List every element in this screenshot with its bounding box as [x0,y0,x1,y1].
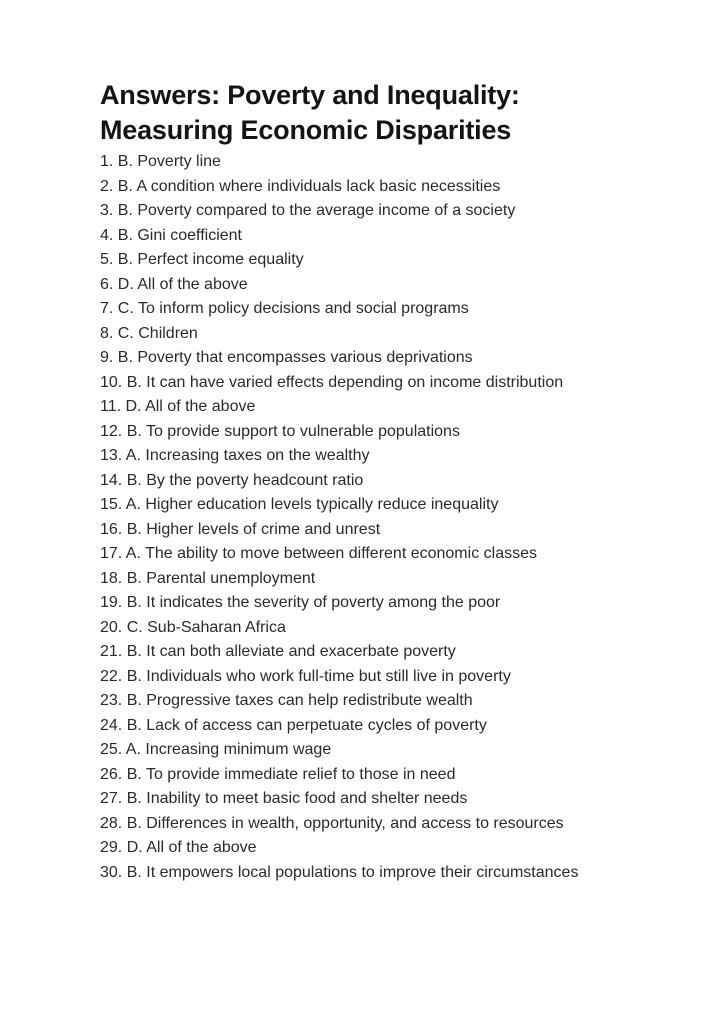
answer-item-13: 13. A. Increasing taxes on the wealthy [100,447,370,464]
answer-item-5: 5. B. Perfect income equality [100,251,304,268]
answer-item-16: 16. B. Higher levels of crime and unrest [100,520,381,538]
answer-item-3: 3. B. Poverty compared to the average income of a society [100,202,516,219]
document-content [100,78,660,885]
answer-item-9: 9. B. Poverty that encompasses various deprivations [100,349,473,366]
answer-item-19: 19. B. It indicates the severity of poverty among the poor [100,594,501,611]
answer-item-29: 29. D. All of the above [100,839,257,856]
answer-list [100,150,660,885]
answer-item-28: 28. B. Differences in wealth, opportunity, and access to resources [100,814,564,832]
answer-item-20: 20. C. Sub-Saharan Africa [100,618,286,636]
answer-item-25: 25. A. Increasing minimum wage [100,741,332,758]
answer-item-22: 22. B. Individuals who work full-time but still live in poverty [100,667,511,685]
page-title-line-2: Measuring Economic Disparities [100,115,512,145]
answer-item-7: 7. C. To inform policy decisions and social programs [100,300,469,317]
answer-item-15: 15. A. Higher education levels typically reduce inequality [100,496,499,513]
answer-item-26: 26. B. To provide immediate relief to those in need [100,765,456,783]
answer-item-11: 11. D. All of the above [100,398,256,415]
answer-item-4: 4. B. Gini coefficient [100,226,242,244]
answer-item-27: 27. B. Inability to meet basic food and shelter needs [100,790,468,807]
answer-item-10: 10. B. It can have varied effects depending on income distribution [100,373,564,391]
answer-item-8: 8. C. Children [100,324,198,342]
answer-item-23: 23. B. Progressive taxes can help redistribute wealth [100,692,473,709]
answer-item-14: 14. B. By the poverty headcount ratio [100,471,364,489]
answer-item-21: 21. B. It can both alleviate and exacerbate poverty [100,643,456,660]
answer-item-24: 24. B. Lack of access can perpetuate cycles of poverty [100,716,487,734]
answer-item-18: 18. B. Parental unemployment [100,569,316,587]
answer-item-30: 30. B. It empowers local populations to improve their circumstances [100,863,579,881]
answer-item-1: 1. B. Poverty line [100,153,221,170]
answer-item-6: 6. D. All of the above [100,275,248,293]
answer-item-12: 12. B. To provide support to vulnerable populations [100,422,460,440]
answer-item-17: 17. A. The ability to move between different economic classes [100,545,537,562]
answer-item-2: 2. B. A condition where individuals lack basic necessities [100,177,501,195]
page-title-line-1: Answers: Poverty and Inequality: [100,80,520,110]
page-title [100,78,660,148]
